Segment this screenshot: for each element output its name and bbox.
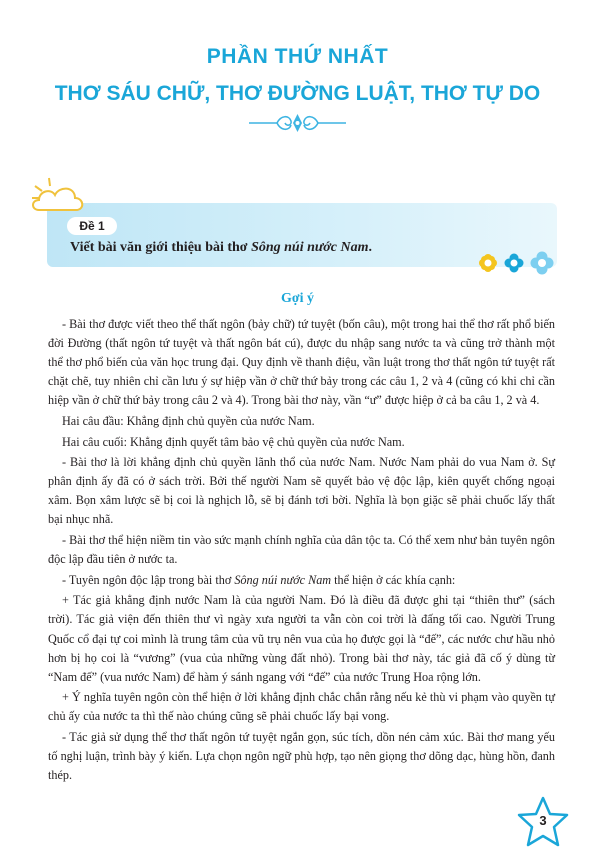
section-heading: Gợi ý [280, 291, 315, 306]
cloud-icon [29, 176, 91, 216]
paragraph: - Bài thơ là lời khẳng định chủ quyền lãnh thổ của nước Nam. Nước Nam phải do vua Nam ở. Sự phân định ấy đã có ở sách trời. Bởi thế người Nam sẽ quyết bảo vệ độc lập, kiên quyết chống ngoại xâm. Bọn xâm lược sẽ bị coi là nghịch lỗ, sẽ bị đánh tơi bời. Nghĩa là bọn giặc sẽ phải chuốc lấy thất bại nhục nhã. [48, 455, 555, 527]
paragraph: - Bài thơ thể hiện niềm tin vào sức mạnh chính nghĩa của dân tộc ta. Có thể xem như bản tuyên ngôn độc lập đầu tiên ở nước ta. [48, 533, 555, 567]
paragraph: - Bài thơ được viết theo thể thất ngôn (bảy chữ) tứ tuyệt (bốn câu), một trong hai thể thơ rất phổ biến đời Đường (thất ngôn tứ tuyệt và thất ngôn bát cú), được du nhập sang nước ta và cũng trở thành một thể thơ phổ biến của văn học trung đại. Quy định về thanh điệu, vần luật trong thơ thất ngôn tứ tuyệt rất chặt chẽ, tuy nhiên chỉ cần lưu ý sự hiệp vần ở chữ thứ bảy trong các câu 1, 2 và 4 (cũng có khi chỉ cần hiệp vần ở chữ thứ bảy trong câu 2 và 4). Trong bài thơ này, vần “ư” được hiệp ở cả ba câu 1, 2 và 4. [48, 317, 555, 408]
paragraph: Hai câu cuối: Khẳng định quyết tâm bảo vệ chủ quyền của nước Nam. [62, 434, 405, 449]
ornament-divider-icon [247, 111, 348, 135]
page-number: 3 [539, 813, 547, 828]
paragraph: - Tác giả sử dụng thể thơ thất ngôn tứ tuyệt ngắn gọn, súc tích, dồn nén cảm xúc. Bài thơ mang yếu tố nghị luận, trình bày ý kiến. Lựa chọn ngôn ngữ phù hợp, tạo nên giọng thơ dõng dạc, hùng hồn, đanh thép. [48, 729, 555, 783]
exercise-topic: Viết bài văn giới thiệu bài thơ Sông núi nước Nam. [70, 240, 373, 255]
paragraph: Hai câu đầu: Khẳng định chủ quyền của nước Nam. [62, 413, 315, 428]
part-title: THƠ SÁU CHỮ, THƠ ĐƯỜNG LUẬT, THƠ TỰ DO [54, 82, 541, 105]
paragraph: + Tác giả khẳng định nước Nam là của người Nam. Đó là điều đã được ghi tại “thiên thư” (sách trời). Tác giả viện đến thiên thư vì ngày xưa người ta vẫn còn coi trời là đấng tối cao. Người Trung Quốc cổ đại tự coi mình là trung tâm của vũ trụ nên vua của họ được gọi là “đế”, các nước chư hầu nhỏ hơn bị họ coi là “vương” (vua của những vùng đất nhỏ). Trong bài thơ này, tác giả đã cố ý dùng từ “Nam đế” (vua nước Nam) để hàm ý sánh ngang với “đế” của nước Trung Hoa rộng lớn. [48, 593, 555, 684]
exercise-label: Đề 1 [67, 217, 117, 235]
flower-icon [478, 250, 558, 276]
content-body [48, 315, 555, 787]
paragraph: + Ý nghĩa tuyên ngôn còn thể hiện ở lời khẳng định chắc chắn rằng nếu kẻ thù vi phạm vào quyền tự chủ ấy của nước ta thì thế nào chúng cũng sẽ phải chuốc lấy bại vong. [48, 690, 555, 724]
part-label: PHẦN THỨ NHẤT [206, 45, 389, 68]
paragraph: - Tuyên ngôn độc lập trong bài thơ Sông núi nước Nam thể hiện ở các khía cạnh: [62, 572, 456, 587]
